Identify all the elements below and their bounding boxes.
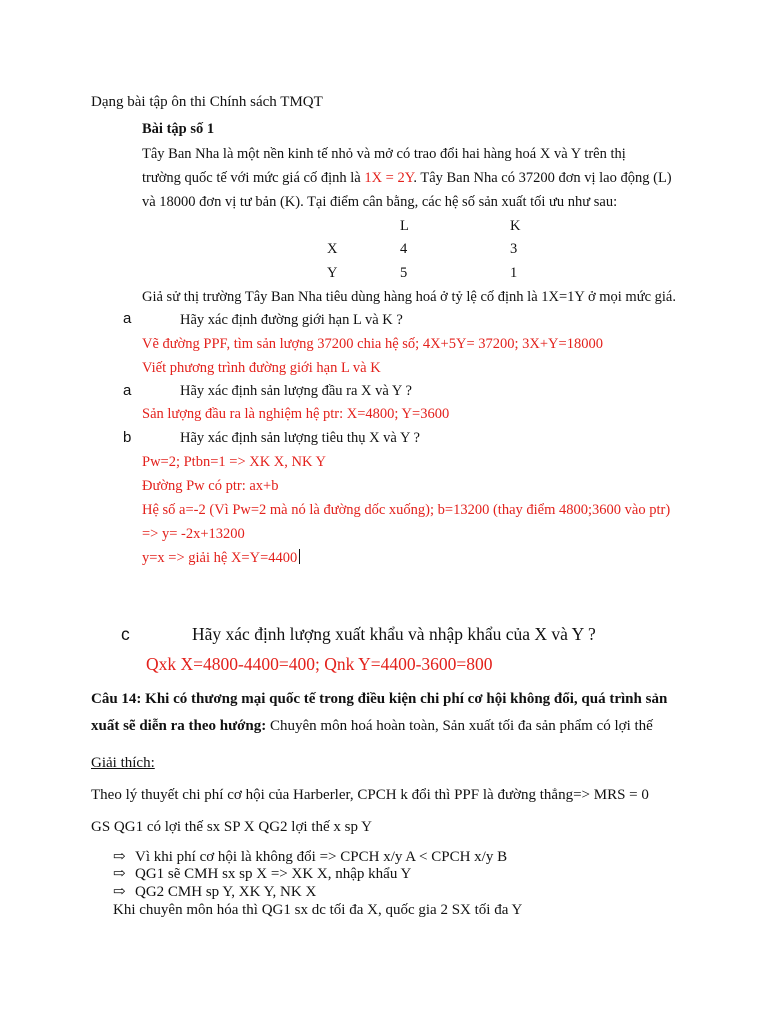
- answer-b-line-3: Hệ số a=-2 (Vì Pw=2 mà nó là đường dốc xuống); b=13200 (thay điểm 4800;3600 vào ptr): [142, 502, 671, 518]
- question-a2-letter: a: [123, 382, 132, 399]
- assumption-text: Giả sử thị trường Tây Ban Nha tiêu dùng hàng hoá ở tỷ lệ cố định là 1X=1Y ở mọi mức giá.: [142, 289, 676, 305]
- intro-line-2-text: trường quốc tế với mức giá cố định là: [142, 170, 361, 186]
- answer-a-line-1: Vẽ đường PPF, tìm sản lượng 37200 chia hệ số; 4X+5Y= 37200; 3X+Y=18000: [142, 336, 603, 352]
- table-row-y-l: 5: [400, 265, 408, 281]
- table-row-y-k: 1: [510, 265, 518, 281]
- table-row-y-label: Y: [327, 265, 338, 281]
- exercise-title: Bài tập số 1: [142, 121, 215, 137]
- intro-line-2-tail: . Tây Ban Nha có 37200 đơn vị lao động (L): [413, 170, 672, 186]
- page-heading: Dạng bài tập ôn thi Chính sách TMQT: [91, 94, 323, 110]
- explanation-line-1: Theo lý thuyết chi phí cơ hội của Harberler, CPCH k đổi thì PPF là đường thẳng=> MRS = 0: [91, 787, 649, 803]
- table-row-x-l: 4: [400, 241, 408, 257]
- intro-line-3: và 18000 đơn vị tư bản (K). Tại điểm cân bằng, các hệ số sản xuất tối ưu như sau:: [142, 194, 618, 210]
- text-cursor: [299, 549, 300, 564]
- cau14-question-line-2: [91, 719, 653, 734]
- cau14-question-line-1: Câu 14: Khi có thương mại quốc tế trong điều kiện chi phí cơ hội không đổi, quá trình sản: [91, 691, 668, 707]
- explanation-bullet-1: [113, 850, 507, 865]
- answer-a-line-2: Viết phương trình đường giới hạn L và K: [142, 360, 381, 376]
- question-a-letter: a: [123, 310, 132, 327]
- question-a-text: Hãy xác định đường giới hạn L và K ?: [180, 312, 403, 328]
- question-c-text: Hãy xác định lượng xuất khẩu và nhập khẩu của X và Y ?: [192, 624, 596, 644]
- question-b-text: Hãy xác định sản lượng tiêu thụ X và Y ?: [180, 430, 420, 446]
- price-ratio: 1X = 2Y: [364, 170, 414, 186]
- table-row-x-k: 3: [510, 241, 518, 257]
- intro-line-1: Tây Ban Nha là một nền kinh tế nhỏ và mở có trao đổi hai hàng hoá X và Y trên thị: [142, 146, 626, 162]
- explanation-bullet-2: [113, 867, 411, 882]
- table-row-x-label: X: [327, 241, 338, 257]
- answer-b-line-5: [142, 549, 300, 566]
- table-header-k: K: [510, 218, 521, 234]
- answer-a2-line-1: Sản lượng đầu ra là nghiệm hệ ptr: X=4800; Y=3600: [142, 406, 450, 422]
- explanation-title: Giải thích:: [91, 755, 155, 771]
- explanation-line-2: GS QG1 có lợi thế sx SP X QG2 lợi thế x sp Y: [91, 819, 373, 835]
- cau14-question-tail: xuất sẽ diễn ra theo hướng:: [91, 718, 267, 734]
- arrow-right-icon: ⇨: [113, 866, 126, 882]
- question-b-letter: b: [123, 429, 132, 446]
- cau14-answer: Chuyên môn hoá hoàn toàn, Sản xuất tối đa sản phẩm có lợi thế: [266, 718, 653, 734]
- bullet-2-text: QG1 sẽ CMH sx sp X => XK X, nhập khẩu Y: [135, 866, 412, 882]
- question-c-letter: c: [121, 624, 130, 644]
- answer-b-line-4: => y= -2x+13200: [142, 526, 245, 542]
- answer-b-line-5-text: y=x => giải hệ X=Y=4400: [142, 550, 298, 566]
- arrow-right-icon: ⇨: [113, 849, 126, 865]
- answer-b-line-2: Đường Pw có ptr: ax+b: [142, 478, 279, 494]
- answer-b-line-1: Pw=2; Ptbn=1 => XK X, NK Y: [142, 454, 327, 470]
- question-a2-text: Hãy xác định sản lượng đầu ra X và Y ?: [180, 383, 412, 399]
- intro-line-2: [142, 171, 672, 186]
- table-header-l: L: [400, 218, 409, 234]
- arrow-right-icon: ⇨: [113, 884, 126, 900]
- explanation-bullet-3: [113, 885, 316, 900]
- bullet-1-text: Vì khi phí cơ hội là không đổi => CPCH x/y A < CPCH x/y B: [135, 849, 508, 865]
- answer-c-line-1: Qxk X=4800-4400=400; Qnk Y=4400-3600=800: [146, 654, 493, 674]
- bullet-3-text: QG2 CMH sp Y, XK Y, NK X: [135, 884, 317, 900]
- explanation-conclusion: Khi chuyên môn hóa thì QG1 sx dc tối đa X, quốc gia 2 SX tối đa Y: [113, 902, 523, 918]
